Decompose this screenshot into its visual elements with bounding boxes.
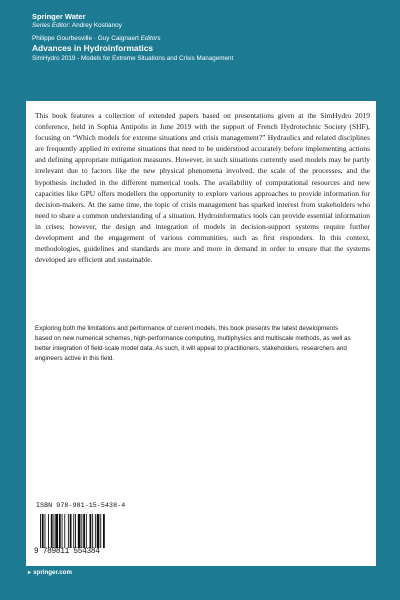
cover-header (32, 12, 372, 63)
springer-link[interactable] (28, 569, 72, 576)
barcode-bars (40, 514, 132, 548)
series-editor-label: Series Editor: (32, 22, 71, 29)
barcode-digits: 9 789811 554384 (34, 548, 100, 556)
authors-role: Editors (140, 35, 161, 42)
triangle-right-icon: ▸ (28, 569, 32, 576)
series-editor (32, 21, 372, 30)
book-title: Advances in Hydroinformatics (32, 43, 154, 53)
book-subtitle: SimHydro 2019 - Models for Extreme Situations and Crisis Management (32, 55, 234, 62)
blurb-paragraph-1: This book features a collection of extended papers based on presentations given at the SimHydro 2019 conference, held in Sophia Antipolis in June 2019 with the support of French Hydrotechnic Society (SHF), focusing on “Which models for extreme situations and crisis management?” Hydraulics and related disciplines are frequently applied in extreme situations that need to be understood accurately before implementing actions and defining appropriate mitigation measures. However, in such situations currently used models may be partly irrelevant due to factors like the new physical phenomena involved, the scale of the processes, and the hypothesis included in the different numerical tools. The availability of computational resources and new capacities like GPU offers modellers the opportunity to explore various approaches to provide information for decision-makers. At the same time, the topic of crisis management has sparked interest from stakeholders who need to share a common understanding of a situation. Hydroinformatics tools can provide essential information in crises; however, the design and integration of models in decision-support systems require further development and the engagement of various communities, such as first responders. In this context, methodologies, guidelines and standards are more and more in demand in order to ensure that the systems developed are efficient and sustainable. (35, 111, 370, 265)
blurb-paragraph-2: Exploring both the limitations and performance of current models, this book presents the latest developments based on new numerical schemes, high-performance computing, multiphysics and multiscale methods, as well as better integration of field-scale model data. As such, it will appeal to practitioners, stakeholders, researchers and engineers active in this field. (35, 325, 351, 363)
springer-link-label: springer.com (33, 569, 72, 576)
spine-stripe (376, 0, 400, 600)
isbn-label: ISBN 978-981-15-5438-4 (36, 502, 126, 509)
book-authors (32, 34, 372, 43)
series-editor-name: Andrey Kostianoy (71, 22, 122, 29)
series-name: Springer Water (32, 12, 86, 21)
authors-names: Philippe Gourbesville · Guy Caignaert (32, 35, 139, 42)
barcode (34, 500, 136, 560)
